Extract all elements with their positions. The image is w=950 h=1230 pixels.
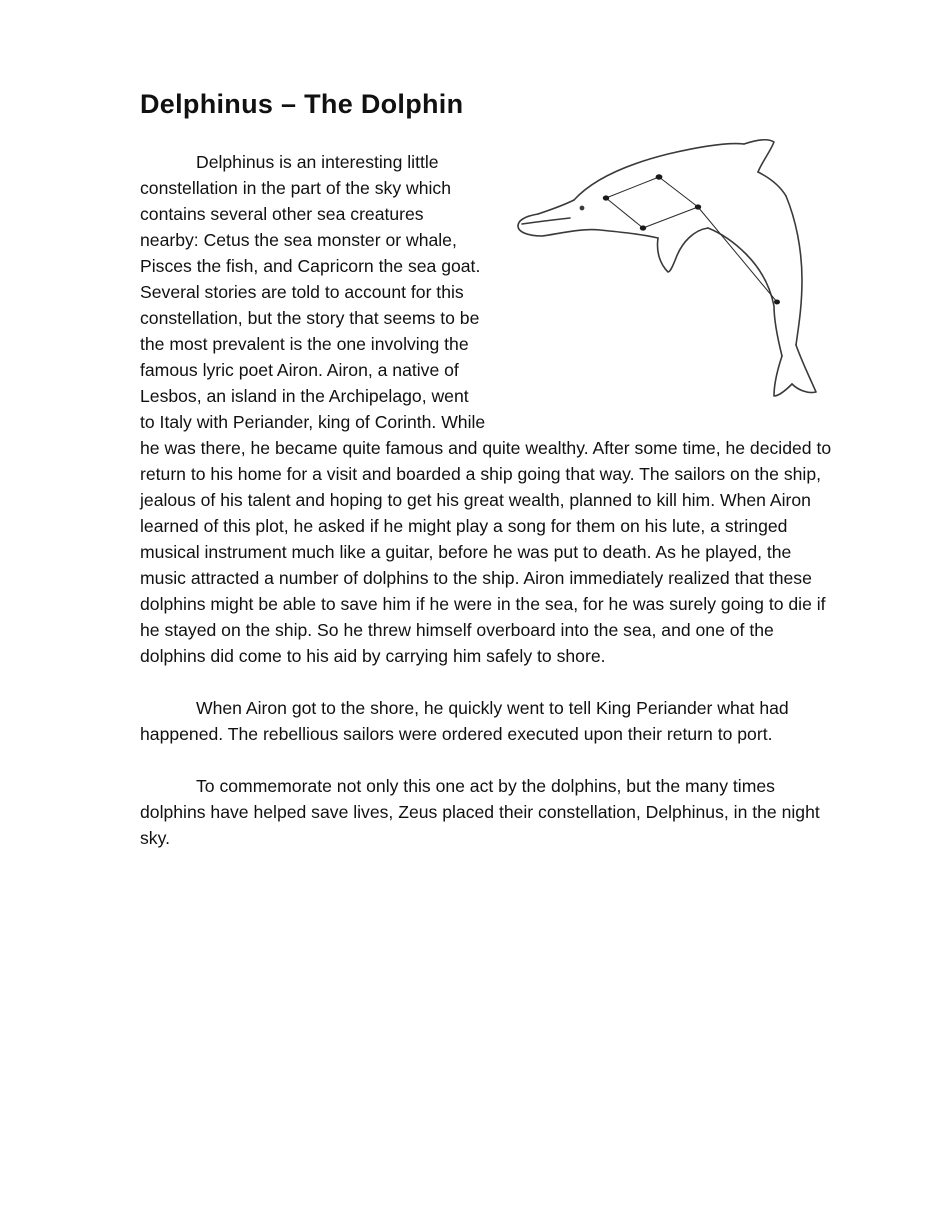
paragraph-2: When Airon got to the shore, he quickly went to tell King Periander what had happened. The rebellious sailors were ordered executed upon their return to port. [140,698,789,744]
paragraph-3: To commemorate not only this one act by the dolphins, but the many times dolphins have helped save lives, Zeus placed their constellation, Delphinus, in the night sky. [140,776,820,848]
figure-wrap-space [487,149,842,419]
page-title: Delphinus – The Dolphin [140,89,464,119]
article-body [140,149,842,851]
paragraph-gap [140,669,842,695]
paragraph-1: Delphinus is an interesting little constellation in the part of the sky which contains several other sea creatures nearby: Cetus the sea monster or whale, Pisces the fish, and Capricorn the sea goat. Several stories are told to account for this constellation, but the story that seems to be the most prevalent is the one involving the famous lyric poet Airon. Airon, a native of Lesbos, an island in the Archipelago, went to Italy with Periander, king of Corinth. While he was there, he became quite famous and quite wealthy. After some time, he decided to return to his home for a visit and boarded a ship going that way. The sailors on the ship, jealous of his talent and hoping to get his great wealth, planned to kill him. When Airon learned of this plot, he asked if he might play a song for them on his lute, a stringed musical instrument much like a guitar, before he was put to death. As he played, the music attracted a number of dolphins to the ship. Airon immediately realized that these dolphins might be able to save him if he were in the sea, for he was surely going to die if he stayed on the ship. So he threw himself overboard into the sea, and one of the dolphins did come to his aid by carrying him safely to shore. [140,152,832,666]
paragraph-gap [140,747,842,773]
